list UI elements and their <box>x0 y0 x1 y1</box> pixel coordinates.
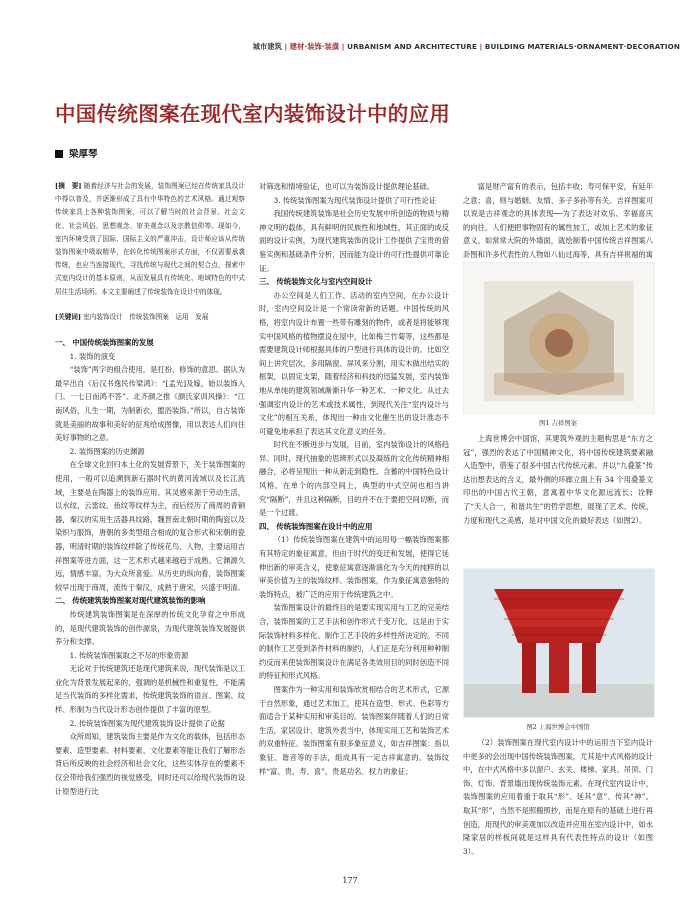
subsection-heading: 1. 装饰的演变 <box>69 351 116 361</box>
paragraph: 图案作为一种实用和装饰欣赏相结合的艺术形式，它源于自然形象，通过艺术加工，使其在造型、形式、色彩等方面适合于某种实用和审美目的。装饰图案伴随着人们的日常生活，家居设计、建筑外表当中，体现实用工艺和装饰艺术的双重特征。装饰图案有很多象征意义，如吉祥图案：指以象征、谐音等的手法，组成具有一定吉祥寓意的。装饰纹样“富、贵、寿、喜”，贵是功名、权力的象征； <box>259 684 449 776</box>
figure-1-caption: 图1 吉祥图案 <box>538 419 578 427</box>
text-column-1 <box>55 180 245 798</box>
section-heading: 一、 中国传统装饰图案的发展 <box>55 338 154 348</box>
section-heading: 三、 传统装饰文化与室内空间设计 <box>259 277 373 287</box>
paragraph: （2）装饰图案在现代室内设计中的运用当下室内设计中更多的会出现中国传统装饰图案，尤其是中式风格的设计中，在中式风格中多以窗户、玄关、楼梯、家具、吊顶、门饰、灯饰、背景墙出现传统装饰元素。在现代室内设计中，装饰图案的应用着重于取其“形”、延其“意”、传其“神”。取其“形”，当然不是照搬照抄，而是在原有的基础上进行再创造，用现代的审美观加以改造并应用在室内设计中，如水隆家居的样板间就是这样具有代表性特点的设计（如图3）。 <box>463 738 653 856</box>
keywords <box>55 311 245 324</box>
subsection-heading: 2. 装饰图案的历史渊源 <box>69 446 145 456</box>
paragraph: 时代在不断进步与发展，目前，室内装饰设计的风格趋异。同时，现代抽象的思辨形式以及凝练的文化传统精神相融合，必将呈现出一种从新走到隐性、含蓄的中国特色设计风格。在单个的内部空间上，典型的中式空间也相当讲究“隔断”，并且这种隔断，目的并不在于要把空间切断，而是一个过渡。 <box>259 440 449 518</box>
section-heading: 二、 传统建筑装饰图案对现代建筑装饰的影响 <box>55 596 206 606</box>
paragraph: 装饰图案设计的最终目的是要实现实用与工艺的完美结合，装饰图案的工艺手法和创作形式千变万化，这是由于实际装饰材料多样化、制作工艺手段的多样性所决定的。不同的制作工艺受到条件材料的制约，人们正是充分利用种种制约反而来使装饰图案设计在满足各类效用目的同时创造不同的特征和形式风格。 <box>259 603 449 681</box>
header-english-1: URBANISM AND ARCHITECTURE <box>347 42 477 51</box>
section-heading: 四、 传统装饰图案在设计中的应用 <box>259 521 373 531</box>
abstract <box>55 180 245 299</box>
paragraph: 对筛选和情境验证，也可以为装饰设计提供理论基础。 <box>259 182 435 191</box>
running-header <box>253 42 680 52</box>
paragraph: 上海世博会中国馆，其建筑外观的主题构思是“东方之冠”，强烈的表达了中国精神文化，将中国传统建筑要素融入造型中，借鉴了很多中国古代传统元素。并以“九叠篆”传达出想表达的含义，最外侧的环廊立面上有 34 个用叠篆文印出的中国古代王朝，意寓着中华文化源远流长；诠释了“天人合一，和谐共生”的哲学思想，展现了艺术、传统、力度和现代之美感，是对中国文化的最好表达（如图2）。 <box>463 434 653 525</box>
paragraph: 我国传统建筑装饰是社会历史发展中所创造的物质与精神文明的载体，具有鲜明的民族性和地域性，其正面的成反面的设计实例，为现代建筑装饰的设计工作提供了宝贵的借鉴实例和基础条件分析，因而能为设计的可行性提供可靠论证。 <box>259 209 449 273</box>
header-section: 城市建筑 <box>252 42 282 51</box>
article-title: 中国传统图案在现代室内装饰设计中的应用 <box>55 102 451 126</box>
paragraph: 3. 传统装饰图案为现代装饰设计提供了可行性论证 <box>273 195 437 205</box>
author-name: 梁厚琴 <box>69 149 98 160</box>
header-separator: | <box>284 42 288 51</box>
paragraph: “装饰”两字的组合使用，是打扮、修饰的意思。据认为最早出自《后汉书逸民传梁鸿》：“[孟光]及嫁，始以装饰入门。一七日而鸿不答”。北齐颜之推《颜氏家训风操》：“江南风俗，儿生一期，为制新衣，盥浴装饰。”所以，自古装饰就是美丽的故事和美好的征兆给成图像，用以表达人们向往美好事物的之意。 <box>55 365 245 443</box>
keywords-label: [关键词] <box>55 312 82 321</box>
paragraph: 富是财产富有的表示，包括丰收；寿可保平安，有延年之意；喜，则与婚姻、友情、多子多孙等有关。吉祥图案可以说是古祥观念的具体表现──为了表达对欢乐、幸福喜庆的向往，人们便把事物固有的属性加工，或加上艺术的象征意义，如常常大院的外墙面，就绘制着中国传统吉祥图案八卦图和许多代表性的人物如八仙过海等，具有吉祥祝福的寓 <box>463 182 653 259</box>
text-column-3-bottom <box>463 736 653 858</box>
header-category: 建材·装饰·装潢 <box>289 42 340 51</box>
subsection-heading: 1. 传统装饰图案取之不尽的形象资源 <box>69 650 189 660</box>
auspicious-pattern-photo <box>464 263 654 413</box>
page-number: 177 <box>342 876 358 885</box>
text-column-3-top <box>463 180 653 275</box>
china-pavilion-photo <box>464 569 654 717</box>
paragraph: 办公空间是人们工作、活动的室内空间，在办公设计时，室内空间设计是一个常读常新的话题。中国传统的风格，将室内设计布置一些带有雕刻的物件，或者是将能够现实中国风格的植物摆设在屋中，比如梅兰竹菊等，这些都是需要建筑设计师根据具体的户型进行具体的设计的。比如空间上讲究层次，多用隔窗、屏风来分割，用实木做出结实的框架，以固定支架，随着经济和科技的迅猛发展，室内装饰地从单纯的建筑领域渐渐升华一种艺术、一种文化。从过去强调室内设计的艺术或技术属性，到现代关注“室内设计与文化”的相互关系，体现出一种由文化催生出的设计准态不可避免地承担了表达其文化意义的任务。 <box>259 290 449 436</box>
abstract-label: [摘 要] <box>55 182 82 190</box>
paragraph: 在全球文化回归本土化的发展背景下，关于装饰图案的使用，一般可以追溯到新石器时代的黄河流域以及长江流域，主要是在陶器上的装饰应用。其灵感来源于劳动生活，以水纹、云雷纹、鱼纹等纹样为主，而后经历了商周的青铜器，秦汉的实用生活器具纹路，魏晋南北朝时期的陶瓷以及染织与服饰，唐朝的多类型组合相成的复合形式和宋朝的瓷器，明清时期的装饰纹样除了传统花鸟、人物，主要运用吉祥图案等进方面，这一艺术形式越来越趋于成熟。它渊源久远，情感丰富，为大众所喜爱。从历史的纵向看，装饰图案较早出现于商周，流传于秦汉，成熟于唐宋，兴盛于明清。 <box>55 460 245 592</box>
header-separator: | <box>341 42 345 51</box>
square-bullet-icon <box>55 150 63 158</box>
header-english-2: BUILDING MATERIALS·ORNAMENT·DECORATION <box>484 42 680 51</box>
subsection-heading: 2. 传统装饰图案为现代建筑装饰设计提供了论据 <box>69 718 225 728</box>
author-line <box>55 146 98 160</box>
text-column-3-middle <box>463 432 653 527</box>
figure-2-image <box>463 568 655 718</box>
abstract-text: 随着经济与社会的发展，装饰图案已经在传统家具设计中得以普及，并逐渐形成了具有中华特色的艺术风格。通过观察传统家具上各种装饰图案，可以了解当时的社会背景、社会文化、社会风俗、思想观念、审美观念以及宗教信仰等。现如今，室内环境受到了国际、国际主义的严重冲击，设计师应该从传统装饰图案中吸取精华，在转化传统图案形式方面，不仅需要承袭传统，也应当连接现代，寻找传统与现代之间的契合点，探索中式室内设计的基本原则，从而发展具有传统化、地域特色的中式居住生活场所。本文主要阐述了传统装饰在设计中的体现。 <box>55 182 245 296</box>
text-column-2 <box>259 180 449 778</box>
paragraph: 众所周知，建筑装饰主要是作为文化的载体，包括形态要素、造型要素、材料要素、文化要素等能让我们了解形态背后所反映的社会经济和社会文化，这些实体存在的要素不仅会带给我们强烈的视觉感受，同时还可以给现代装饰的设计原型进行比 <box>55 732 245 796</box>
header-separator: | <box>479 42 483 51</box>
figure-1-image <box>463 262 655 414</box>
paragraph: （1）传统装饰图案在建筑中的运用每一幅装饰图案都有其特定的象征寓意，但由于时代的变迁和发展，使得它延伸出新的审美含义，使象征寓意逐渐演化为今天的纯粹的以审美价值为主的装饰纹样。装饰图案，作为象征寓意独特的装饰特点，被广泛的应用于传统建筑之中。 <box>259 535 449 599</box>
figure-2-caption: 图2 上海世博会中国馆 <box>526 723 590 731</box>
paragraph: 无论对于传统建筑还是现代建筑来说，现代装饰是以工业化为背景发展起来的，强调的是机械性和重复性，不能满足当代装饰的多样化需求，传统建筑装饰的语言、图案、纹样、形制为当代设计形态创作提供了丰富的原型。 <box>55 664 245 715</box>
paragraph: 传统建筑装饰图案是在深厚的传统文化孕育之中形成的，是现代建筑装饰的创作源泉，为现代建筑装饰发展提供养分和支撑。 <box>55 609 245 647</box>
keywords-text: 室内装饰设计 传统装饰图案 运用 发展 <box>83 312 209 321</box>
